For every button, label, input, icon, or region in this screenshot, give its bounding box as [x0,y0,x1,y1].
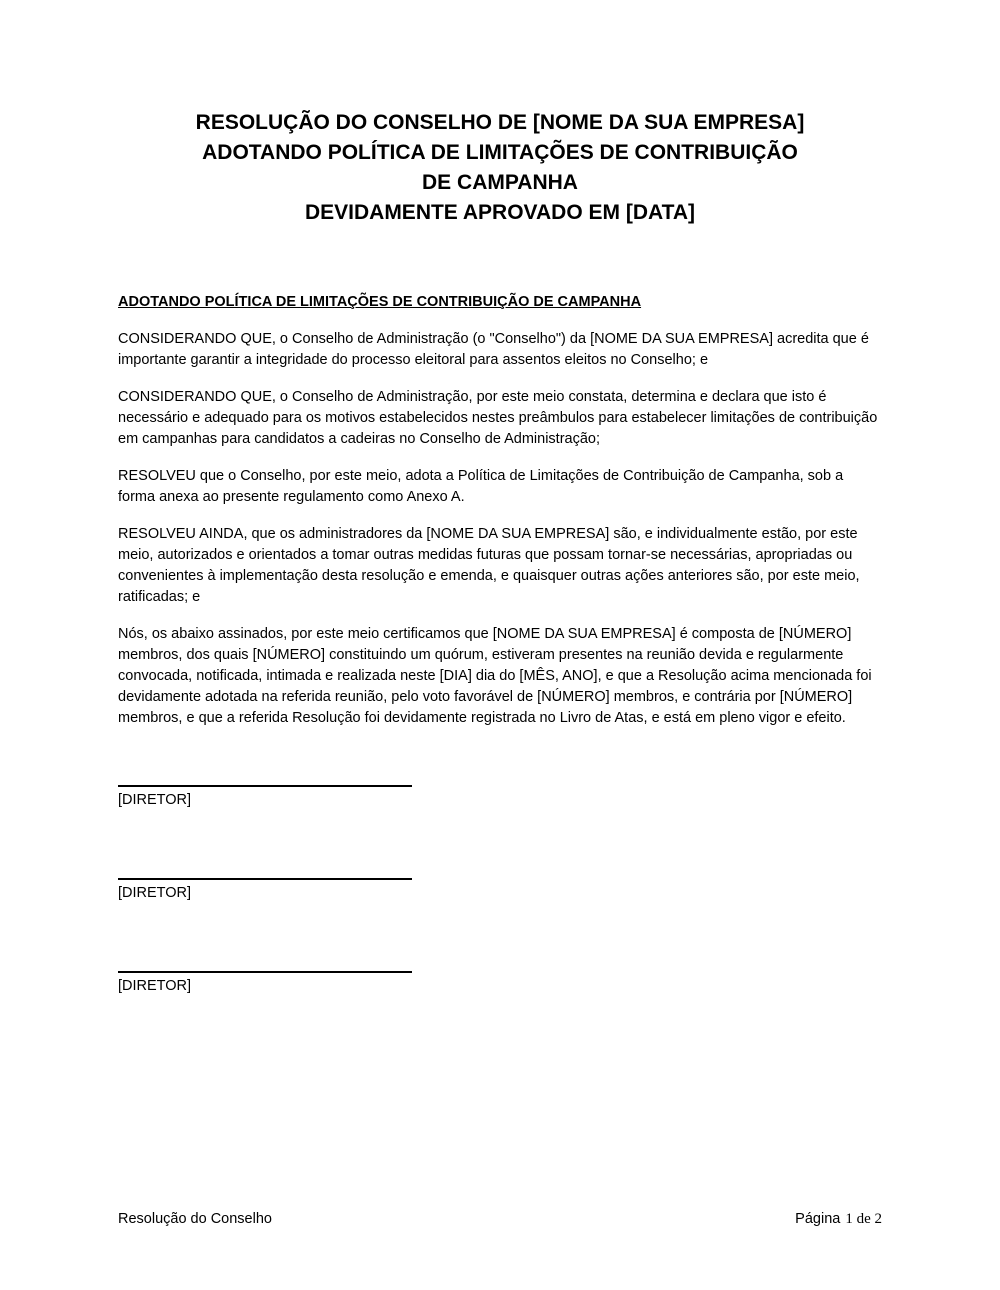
signature-label-1: [DIRETOR] [118,792,192,808]
paragraph-resolveu: RESOLVEU que o Conselho, por este meio, adota a Política de Limitações de Contribuição de Campanha, sob a forma anexa ao presente regulamento como Anexo A. [118,468,844,505]
signature-block-1 [118,785,412,811]
title-line-3: DE CAMPANHA [422,171,578,194]
paragraph-certificacao: Nós, os abaixo assinados, por este meio certificamos que [NOME DA SUA EMPRESA] é composta de [NÚMERO] membros, dos quais [NÚMERO] constituindo um quórum, estiveram presentes na reunião devida e regularmente convocada, notificada, intimada e realizada neste [DIA] dia do [MÊS, ANO], e que a Resolução acima mencionada foi devidamente adotada na referida reunião, pelo voto favorável de [NÚMERO] membros, e contrária por [NÚMERO] membros, e que a referida Resolução foi devidamente registrada no Livro de Atas, e está em pleno vigor e efeito. [118,626,872,726]
footer-page-label: Página [795,1211,841,1227]
signature-block-3 [118,971,412,997]
signature-block-2 [118,878,412,904]
document-title [118,108,882,228]
title-line-1: RESOLUÇÃO DO CONSELHO DE [NOME DA SUA EMPRESA] [195,111,805,134]
footer-page-info [795,1210,882,1228]
paragraph-resolveu-ainda: RESOLVEU AINDA, que os administradores da [NOME DA SUA EMPRESA] são, e individualmente estão, por este meio, autorizados e orientados a tomar outras medidas futuras que possam tornar-se necessárias, apropriadas ou convenientes à implementação desta resolução e emenda, e quaisquer outras ações anteriores são, por este meio, ratificadas; e [118,526,860,605]
signature-label-2: [DIRETOR] [118,885,192,901]
footer-page-number: 1 de 2 [845,1211,882,1227]
footer-document-name: Resolução do Conselho [118,1211,272,1227]
title-line-4: DEVIDAMENTE APROVADO EM [DATA] [304,201,696,224]
title-line-2: ADOTANDO POLÍTICA DE LIMITAÇÕES DE CONTRIBUIÇÃO [202,141,798,164]
paragraph-considerando-1: CONSIDERANDO QUE, o Conselho de Administração (o "Conselho") da [NOME DA SUA EMPRESA] acredita que é importante garantir a integridade do processo eleitoral para assentos eleitos no Conselho; e [118,331,869,368]
signature-label-3: [DIRETOR] [118,978,192,994]
page-footer [118,1210,882,1228]
signature-section [118,785,882,997]
paragraph-considerando-2: CONSIDERANDO QUE, o Conselho de Administração, por este meio constata, determina e declara que isto é necessário e adequado para os motivos estabelecidos nestes preâmbulos para estabelecer limitações de contribuição em campanhas para candidatos a cadeiras no Conselho de Administração; [118,389,878,447]
section-heading: ADOTANDO POLÍTICA DE LIMITAÇÕES DE CONTRIBUIÇÃO DE CAMPANHA [118,294,642,310]
